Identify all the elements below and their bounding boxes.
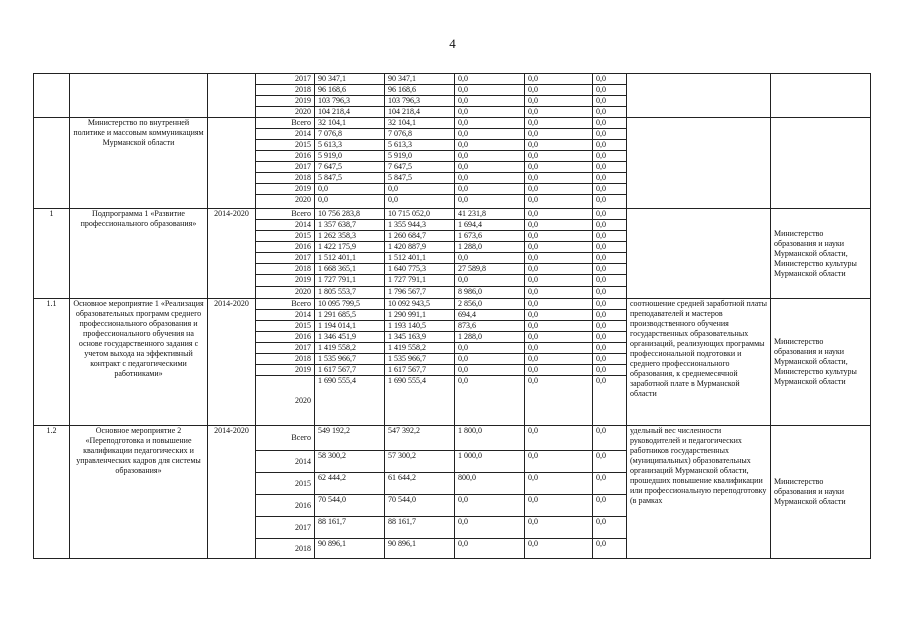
value-cell: 0,0 bbox=[455, 365, 525, 376]
value-cell: 0,0 bbox=[593, 107, 627, 118]
value-cell: 0,0 bbox=[455, 376, 525, 426]
year-cell: 2018 bbox=[256, 354, 315, 365]
year-cell: 2020 bbox=[256, 107, 315, 118]
year-cell: 2014 bbox=[256, 129, 315, 140]
value-cell: 0,0 bbox=[455, 275, 525, 287]
indicator-cell bbox=[627, 74, 771, 118]
value-cell: 0,0 bbox=[593, 299, 627, 310]
value-cell: 0,0 bbox=[525, 74, 593, 85]
value-cell: 0,0 bbox=[455, 74, 525, 85]
value-cell: 1 694,4 bbox=[455, 220, 525, 231]
executor-cell bbox=[771, 74, 871, 118]
value-cell: 88 161,7 bbox=[385, 517, 455, 539]
value-cell: 1 355 944,3 bbox=[385, 220, 455, 231]
item-period: 2014-2020 bbox=[208, 299, 256, 426]
item-number: 1.2 bbox=[34, 426, 70, 559]
value-cell: 0,0 bbox=[593, 209, 627, 220]
year-cell: 2017 bbox=[256, 74, 315, 85]
value-cell: 0,0 bbox=[525, 140, 593, 151]
value-cell: 58 300,2 bbox=[315, 451, 385, 473]
value-cell: 0,0 bbox=[593, 151, 627, 162]
item-number bbox=[34, 74, 70, 118]
value-cell: 103 796,3 bbox=[385, 96, 455, 107]
indicator-cell: удельный вес численности руководителей и педагогических работников государственных (муниципальных) образовательных организаций Мурманской области, прошедших повышение квалификации или профессиональную переподготовку (в рамках bbox=[627, 426, 771, 559]
value-cell: 5 847,5 bbox=[315, 173, 385, 184]
value-cell: 7 647,5 bbox=[385, 162, 455, 173]
year-cell: 2019 bbox=[256, 365, 315, 376]
value-cell: 103 796,3 bbox=[315, 96, 385, 107]
table-row bbox=[34, 118, 871, 129]
year-cell: Всего bbox=[256, 299, 315, 310]
table-row bbox=[34, 426, 871, 451]
item-name: Основное мероприятие 1 «Реализация образовательных программ среднего профессионального образования и профессионального обучения на основе государственного задания с учетом выхода на эффективный контракт с педагогическими работниками» bbox=[70, 299, 208, 426]
value-cell: 1 194 014,1 bbox=[315, 321, 385, 332]
value-cell: 62 444,2 bbox=[315, 473, 385, 495]
value-cell: 0,0 bbox=[525, 426, 593, 451]
value-cell: 1 000,0 bbox=[455, 451, 525, 473]
value-cell: 1 512 401,1 bbox=[385, 253, 455, 264]
indicator-cell bbox=[627, 209, 771, 299]
value-cell: 1 288,0 bbox=[455, 242, 525, 253]
year-cell: 2015 bbox=[256, 321, 315, 332]
value-cell: 1 535 966,7 bbox=[385, 354, 455, 365]
year-cell: Всего bbox=[256, 426, 315, 451]
value-cell: 0,0 bbox=[455, 173, 525, 184]
value-cell: 0,0 bbox=[455, 495, 525, 517]
value-cell: 0,0 bbox=[525, 264, 593, 275]
value-cell: 547 392,2 bbox=[385, 426, 455, 451]
value-cell: 0,0 bbox=[525, 220, 593, 231]
value-cell: 0,0 bbox=[525, 275, 593, 287]
value-cell: 0,0 bbox=[455, 354, 525, 365]
value-cell: 0,0 bbox=[525, 539, 593, 559]
value-cell: 1 346 451,9 bbox=[315, 332, 385, 343]
value-cell: 90 347,1 bbox=[315, 74, 385, 85]
value-cell: 1 193 140,5 bbox=[385, 321, 455, 332]
value-cell: 0,0 bbox=[525, 151, 593, 162]
value-cell: 0,0 bbox=[525, 162, 593, 173]
value-cell: 0,0 bbox=[593, 321, 627, 332]
value-cell: 0,0 bbox=[525, 473, 593, 495]
value-cell: 0,0 bbox=[525, 451, 593, 473]
value-cell: 1 727 791,1 bbox=[385, 275, 455, 287]
value-cell: 1 512 401,1 bbox=[315, 253, 385, 264]
value-cell: 0,0 bbox=[385, 184, 455, 195]
item-name: Подпрограмма 1 «Развитие профессионального образования» bbox=[70, 209, 208, 299]
value-cell: 0,0 bbox=[525, 321, 593, 332]
value-cell: 1 640 775,3 bbox=[385, 264, 455, 275]
value-cell: 1 288,0 bbox=[455, 332, 525, 343]
value-cell: 0,0 bbox=[593, 451, 627, 473]
value-cell: 0,0 bbox=[593, 220, 627, 231]
year-cell: Всего bbox=[256, 118, 315, 129]
value-cell: 0,0 bbox=[455, 85, 525, 96]
value-cell: 800,0 bbox=[455, 473, 525, 495]
value-cell: 1 420 887,9 bbox=[385, 242, 455, 253]
value-cell: 0,0 bbox=[593, 96, 627, 107]
executor-cell: Министерство образования и науки Мурманской области bbox=[771, 426, 871, 559]
item-number bbox=[34, 118, 70, 209]
year-cell: 2014 bbox=[256, 220, 315, 231]
item-name bbox=[70, 74, 208, 118]
year-cell: 2018 bbox=[256, 85, 315, 96]
year-cell: 2019 bbox=[256, 275, 315, 287]
value-cell: 5 613,3 bbox=[315, 140, 385, 151]
value-cell: 0,0 bbox=[525, 118, 593, 129]
value-cell: 7 647,5 bbox=[315, 162, 385, 173]
value-cell: 0,0 bbox=[593, 118, 627, 129]
item-number: 1 bbox=[34, 209, 70, 299]
value-cell: 1 668 365,1 bbox=[315, 264, 385, 275]
value-cell: 0,0 bbox=[593, 242, 627, 253]
value-cell: 7 076,8 bbox=[315, 129, 385, 140]
value-cell: 1 617 567,7 bbox=[385, 365, 455, 376]
indicator-cell bbox=[627, 118, 771, 209]
value-cell: 10 756 283,8 bbox=[315, 209, 385, 220]
year-cell: 2018 bbox=[256, 264, 315, 275]
value-cell: 0,0 bbox=[593, 253, 627, 264]
value-cell: 0,0 bbox=[455, 151, 525, 162]
value-cell: 0,0 bbox=[525, 173, 593, 184]
value-cell: 1 422 175,9 bbox=[315, 242, 385, 253]
value-cell: 0,0 bbox=[525, 85, 593, 96]
value-cell: 10 092 943,5 bbox=[385, 299, 455, 310]
value-cell: 0,0 bbox=[455, 253, 525, 264]
year-cell: 2017 bbox=[256, 253, 315, 264]
item-period: 2014-2020 bbox=[208, 209, 256, 299]
value-cell: 0,0 bbox=[455, 517, 525, 539]
table-row bbox=[34, 209, 871, 220]
value-cell: 694,4 bbox=[455, 310, 525, 321]
value-cell: 5 847,5 bbox=[385, 173, 455, 184]
value-cell: 0,0 bbox=[593, 517, 627, 539]
value-cell: 32 104,1 bbox=[315, 118, 385, 129]
value-cell: 0,0 bbox=[593, 365, 627, 376]
value-cell: 61 644,2 bbox=[385, 473, 455, 495]
item-period bbox=[208, 118, 256, 209]
value-cell: 27 589,8 bbox=[455, 264, 525, 275]
value-cell: 90 347,1 bbox=[385, 74, 455, 85]
value-cell: 0,0 bbox=[525, 287, 593, 299]
value-cell: 0,0 bbox=[525, 517, 593, 539]
item-period: 2014-2020 bbox=[208, 426, 256, 559]
value-cell: 0,0 bbox=[525, 195, 593, 209]
page-number: 4 bbox=[449, 36, 456, 51]
value-cell: 0,0 bbox=[455, 539, 525, 559]
item-period bbox=[208, 74, 256, 118]
value-cell: 1 796 567,7 bbox=[385, 287, 455, 299]
value-cell: 41 231,8 bbox=[455, 209, 525, 220]
year-cell: 2017 bbox=[256, 343, 315, 354]
year-cell: 2019 bbox=[256, 184, 315, 195]
year-cell: 2016 bbox=[256, 495, 315, 517]
value-cell: 0,0 bbox=[593, 343, 627, 354]
value-cell: 0,0 bbox=[593, 287, 627, 299]
value-cell: 7 076,8 bbox=[385, 129, 455, 140]
year-cell: 2014 bbox=[256, 451, 315, 473]
year-cell: 2016 bbox=[256, 332, 315, 343]
value-cell: 0,0 bbox=[525, 310, 593, 321]
value-cell: 0,0 bbox=[593, 264, 627, 275]
value-cell: 0,0 bbox=[525, 184, 593, 195]
year-cell: 2015 bbox=[256, 140, 315, 151]
value-cell: 0,0 bbox=[593, 332, 627, 343]
value-cell: 0,0 bbox=[593, 85, 627, 96]
value-cell: 0,0 bbox=[593, 173, 627, 184]
value-cell: 0,0 bbox=[593, 539, 627, 559]
value-cell: 549 192,2 bbox=[315, 426, 385, 451]
item-number: 1.1 bbox=[34, 299, 70, 426]
table-row bbox=[34, 299, 871, 310]
year-cell: 2016 bbox=[256, 242, 315, 253]
value-cell: 1 260 684,7 bbox=[385, 231, 455, 242]
year-cell: 2020 bbox=[256, 195, 315, 209]
value-cell: 5 919,0 bbox=[385, 151, 455, 162]
year-cell: 2020 bbox=[256, 376, 315, 426]
value-cell: 0,0 bbox=[525, 107, 593, 118]
year-cell: 2018 bbox=[256, 173, 315, 184]
value-cell: 104 218,4 bbox=[315, 107, 385, 118]
value-cell: 1 419 558,2 bbox=[385, 343, 455, 354]
value-cell: 1 690 555,4 bbox=[385, 376, 455, 426]
value-cell: 1 357 638,7 bbox=[315, 220, 385, 231]
value-cell: 1 690 555,4 bbox=[315, 376, 385, 426]
value-cell: 0,0 bbox=[593, 231, 627, 242]
value-cell: 0,0 bbox=[593, 74, 627, 85]
indicator-cell: соотношение средней заработной платы преподавателей и мастеров производственного обучения государственных образовательных организаций, реализующих программы профессиональной подготовки и среднего профессионального образования, к среднемесячной заработной плате в Мурманской области bbox=[627, 299, 771, 426]
value-cell: 0,0 bbox=[455, 96, 525, 107]
value-cell: 0,0 bbox=[525, 365, 593, 376]
value-cell: 0,0 bbox=[455, 162, 525, 173]
year-cell: 2014 bbox=[256, 310, 315, 321]
value-cell: 88 161,7 bbox=[315, 517, 385, 539]
value-cell: 1 617 567,7 bbox=[315, 365, 385, 376]
value-cell: 5 919,0 bbox=[315, 151, 385, 162]
value-cell: 0,0 bbox=[593, 376, 627, 426]
value-cell: 1 805 553,7 bbox=[315, 287, 385, 299]
value-cell: 0,0 bbox=[593, 129, 627, 140]
value-cell: 0,0 bbox=[455, 343, 525, 354]
value-cell: 104 218,4 bbox=[385, 107, 455, 118]
value-cell: 0,0 bbox=[315, 195, 385, 209]
value-cell: 1 290 991,1 bbox=[385, 310, 455, 321]
executor-cell: Министерство образования и науки Мурманской области, Министерство культуры Мурманской области bbox=[771, 209, 871, 299]
value-cell: 1 673,6 bbox=[455, 231, 525, 242]
value-cell: 0,0 bbox=[455, 140, 525, 151]
value-cell: 0,0 bbox=[525, 253, 593, 264]
value-cell: 0,0 bbox=[593, 275, 627, 287]
value-cell: 5 613,3 bbox=[385, 140, 455, 151]
value-cell: 0,0 bbox=[593, 184, 627, 195]
value-cell: 0,0 bbox=[525, 495, 593, 517]
executor-cell bbox=[771, 118, 871, 209]
value-cell: 0,0 bbox=[593, 473, 627, 495]
value-cell: 0,0 bbox=[593, 140, 627, 151]
value-cell: 0,0 bbox=[593, 162, 627, 173]
value-cell: 0,0 bbox=[525, 343, 593, 354]
item-name: Основное мероприятие 2 «Переподготовка и повышение квалификации педагогических и управленческих кадров для системы образования» bbox=[70, 426, 208, 559]
budget-table bbox=[33, 73, 871, 559]
value-cell: 1 345 163,9 bbox=[385, 332, 455, 343]
value-cell: 0,0 bbox=[525, 129, 593, 140]
value-cell: 0,0 bbox=[525, 332, 593, 343]
value-cell: 0,0 bbox=[525, 96, 593, 107]
value-cell: 8 986,0 bbox=[455, 287, 525, 299]
year-cell: Всего bbox=[256, 209, 315, 220]
value-cell: 10 715 052,0 bbox=[385, 209, 455, 220]
value-cell: 96 168,6 bbox=[315, 85, 385, 96]
value-cell: 0,0 bbox=[455, 184, 525, 195]
value-cell: 0,0 bbox=[593, 495, 627, 517]
value-cell: 0,0 bbox=[385, 195, 455, 209]
value-cell: 0,0 bbox=[593, 310, 627, 321]
value-cell: 0,0 bbox=[525, 209, 593, 220]
year-cell: 2017 bbox=[256, 162, 315, 173]
value-cell: 1 291 685,5 bbox=[315, 310, 385, 321]
value-cell: 0,0 bbox=[525, 376, 593, 426]
value-cell: 873,6 bbox=[455, 321, 525, 332]
year-cell: 2019 bbox=[256, 96, 315, 107]
value-cell: 0,0 bbox=[525, 231, 593, 242]
value-cell: 0,0 bbox=[315, 184, 385, 195]
year-cell: 2018 bbox=[256, 539, 315, 559]
value-cell: 96 168,6 bbox=[385, 85, 455, 96]
year-cell: 2015 bbox=[256, 231, 315, 242]
value-cell: 2 856,0 bbox=[455, 299, 525, 310]
year-cell: 2016 bbox=[256, 151, 315, 162]
value-cell: 0,0 bbox=[525, 354, 593, 365]
value-cell: 1 419 558,2 bbox=[315, 343, 385, 354]
table-row bbox=[34, 74, 871, 85]
year-cell: 2015 bbox=[256, 473, 315, 495]
value-cell: 70 544,0 bbox=[385, 495, 455, 517]
value-cell: 57 300,2 bbox=[385, 451, 455, 473]
value-cell: 1 262 358,3 bbox=[315, 231, 385, 242]
value-cell: 10 095 799,5 bbox=[315, 299, 385, 310]
value-cell: 0,0 bbox=[455, 129, 525, 140]
year-cell: 2017 bbox=[256, 517, 315, 539]
value-cell: 0,0 bbox=[455, 107, 525, 118]
value-cell: 1 800,0 bbox=[455, 426, 525, 451]
value-cell: 90 896,1 bbox=[315, 539, 385, 559]
value-cell: 0,0 bbox=[525, 299, 593, 310]
item-name: Министерство по внутренней политике и массовым коммуникациям Мурманской области bbox=[70, 118, 208, 209]
value-cell: 0,0 bbox=[593, 195, 627, 209]
value-cell: 0,0 bbox=[593, 426, 627, 451]
value-cell: 1 727 791,1 bbox=[315, 275, 385, 287]
executor-cell: Министерство образования и науки Мурманской области, Министерство культуры Мурманской области bbox=[771, 299, 871, 426]
value-cell: 0,0 bbox=[593, 354, 627, 365]
value-cell: 90 896,1 bbox=[385, 539, 455, 559]
value-cell: 0,0 bbox=[455, 118, 525, 129]
year-cell: 2020 bbox=[256, 287, 315, 299]
value-cell: 1 535 966,7 bbox=[315, 354, 385, 365]
value-cell: 0,0 bbox=[525, 242, 593, 253]
value-cell: 32 104,1 bbox=[385, 118, 455, 129]
value-cell: 70 544,0 bbox=[315, 495, 385, 517]
value-cell: 0,0 bbox=[455, 195, 525, 209]
